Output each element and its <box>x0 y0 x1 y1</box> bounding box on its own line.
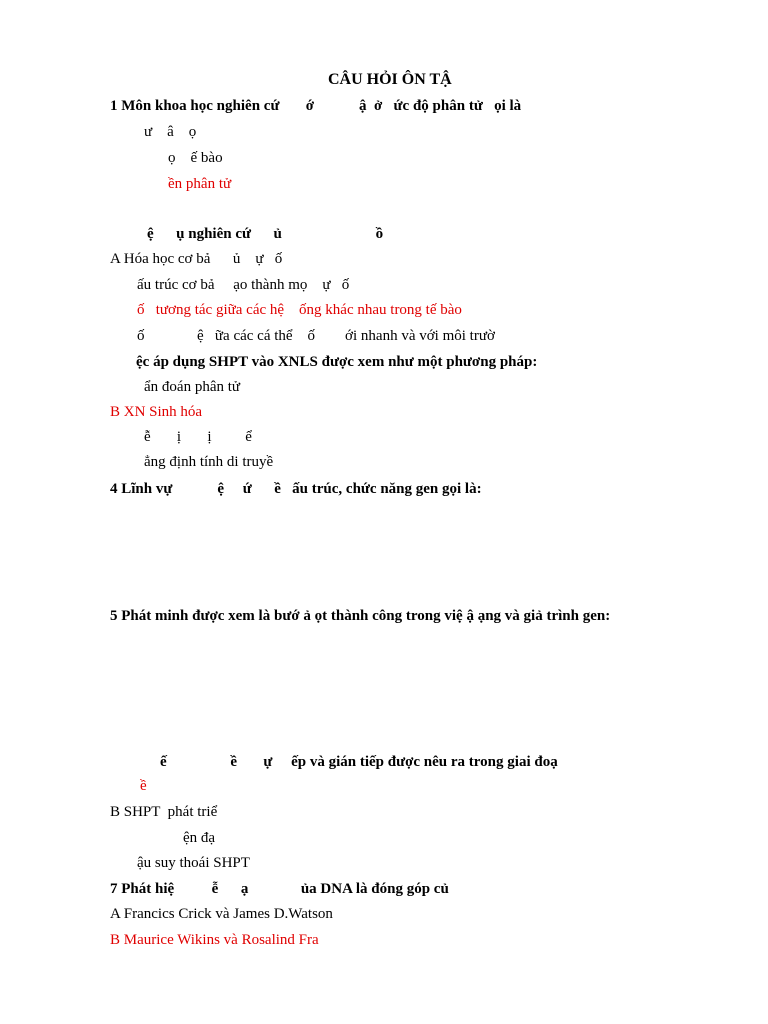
question-7: 7 Phát hiệ ễ ạ ủa DNA là đóng góp củ <box>110 881 449 897</box>
question-5: 5 Phát minh được xem là bướ ả ọt thành công trong việ ậ ạng và giả trình gen: <box>110 608 611 624</box>
question-3-option-d: ẳng định tính di truyề <box>144 454 274 470</box>
question-2-option-a: A Hóa học cơ bả ủ ự ố <box>110 251 283 267</box>
question-1: 1 Môn khoa học nghiên cứ ớ ậ ở ức độ phân tử ọi là <box>110 98 522 114</box>
page-title: CÂU HỎI ÔN TẬ <box>328 71 452 88</box>
question-3: ệc áp dụng SHPT vào XNLS được xem như một phương pháp: <box>136 354 538 370</box>
question-1-option-b: ọ ế bào <box>168 150 223 166</box>
question-2-option-b: ấu trúc cơ bả ạo thành mọ ự ố <box>137 277 350 293</box>
question-6-option-b: B SHPT phát triể <box>110 804 218 820</box>
question-2-answer: ố tương tác giữa các hệ ống khác nhau trong tế bào <box>137 302 462 318</box>
question-3-answer: B XN Sinh hóa <box>110 404 203 420</box>
question-2: ệ ụ nghiên cứ ủ ồ <box>147 226 384 242</box>
question-3-option-c: ễ ị ị ể <box>144 429 252 445</box>
question-1-answer: ền phân tử <box>168 176 232 192</box>
question-4: 4 Lĩnh vự ệ ứ ề ấu trúc, chức năng gen gọi là: <box>110 481 482 497</box>
question-7-answer: B Maurice Wikins và Rosalind Fra <box>110 932 319 948</box>
question-7-option-a: A Francics Crick và James D.Watson <box>110 906 333 922</box>
question-6-answer: ề <box>140 778 147 794</box>
question-6-option-c: ện đạ <box>183 830 216 846</box>
question-3-option-a: ẩn đoán phân tử <box>144 379 241 395</box>
question-6: ế ề ự ếp và gián tiếp được nêu ra trong giai đoạ <box>160 754 558 770</box>
question-2-option-d: ố ệ ữa các cá thể ố ới nhanh và với môi trườ <box>137 328 495 344</box>
question-1-option-a: ư â ọ <box>144 124 197 140</box>
question-6-option-d: ậu suy thoái SHPT <box>137 855 250 871</box>
